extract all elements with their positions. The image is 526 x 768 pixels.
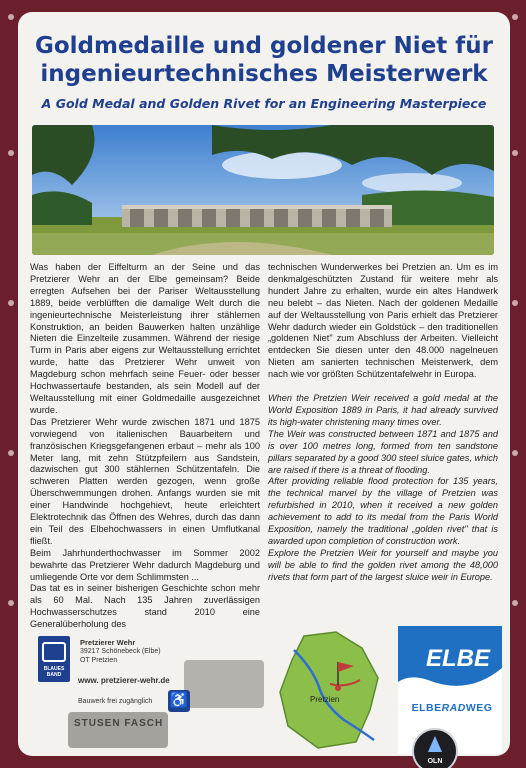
owner-address-line: OT Pretzien bbox=[80, 657, 118, 664]
information-panel bbox=[18, 12, 510, 756]
frame-rivet bbox=[8, 14, 14, 20]
owner-url[interactable]: www. pretzierer-wehr.de bbox=[78, 676, 170, 685]
stamp-text: STUSEN FASCH bbox=[74, 718, 164, 729]
frame-rivet bbox=[512, 150, 518, 156]
weathered-patch bbox=[184, 660, 264, 708]
frame-rivet bbox=[512, 450, 518, 456]
map-graphic bbox=[274, 630, 384, 750]
frame-rivet bbox=[8, 450, 14, 456]
paragraph: The Weir was constructed between 1871 and 1875 and is over 100 metres long, formed from ten sandstone pillars separated by a good 300 steel sluice gates, which are raised if there is a threat of flooding. bbox=[268, 428, 498, 475]
german-text-column bbox=[30, 262, 260, 631]
frame-rivet bbox=[512, 14, 518, 20]
paragraph: Das Pretzierer Wehr wurde zwischen 1871 und 1875 vorwiegend von italienischen Bauarbeitern und französischen Kriegsgefangenen erbaut – mehr als 100 Meter lang, mit zehn Stützpfeilern aus Sandstein, dazwischen gut 300 stählernen Schützentafeln. Die schweren Platten werden gezogen, wenn große Überschwemmungen drohen. Anfangs wurden sie mit einer Handwinde hochgehievt, heute erleichtert Elektrotechnik das Öffnen des Wehres, durch das dann ein Teil des Elbehochwassers in einen Umflutkanal fließt. bbox=[30, 416, 260, 546]
oln-badge bbox=[412, 728, 458, 768]
paragraph: technischen Wunderwerkes bei Pretzien an. Um es im denkmalgeschützten Zustand für weitere mehr als hundert Jahre zu erhalten, wurde ein altes Handwerk neu belebt – das Nieten. Nach der goldenen Medaille auf der Weltausstellung von Paris erhielt das Pretzierer Wehr dadurch wieder ein Goldstück – den traditionellen „goldenen Niet" zum Abschluss der Arbeiten. Vielleicht entdecken Sie diesen unter den 48.000 nagelneuen Nieten am sanierten technischen Meisterwerk, dem nach wie vor größten Schützentafelwehr in Europa. bbox=[268, 262, 498, 380]
german-title-line1: Goldmedaille und goldener Niet für bbox=[34, 33, 494, 59]
elberadweg-part: WEG bbox=[465, 702, 493, 714]
band-icon bbox=[42, 642, 66, 662]
english-subtitle: A Gold Medal and Golden Rivet for an Engineering Masterpiece bbox=[41, 96, 487, 111]
mixed-text-column bbox=[268, 262, 498, 584]
frame-rivet bbox=[512, 300, 518, 306]
paragraph: Beim Jahrhunderthochwasser im Sommer 2002 bewahrte das Pretzierer Wehr dadurch Magdeburg und umliegende Orte vor dem Schlimmsten ... bbox=[30, 547, 260, 582]
owner-address-line: 39217 Schönebeck (Elbe) bbox=[80, 648, 161, 655]
owner-name: Pretzierer Wehr bbox=[80, 638, 136, 647]
logo-label: BLAUES BAND bbox=[43, 666, 65, 678]
elberadweg-label bbox=[402, 702, 502, 714]
wheelchair-icon: ♿ bbox=[168, 690, 190, 712]
oln-label: OLN bbox=[427, 758, 443, 765]
paragraph: Was haben der Eiffelturm an der Seine und das Pretzierer Wehr an der Elbe gemeinsam? Beide erregten Aufsehen bei der Pariser Weltausstellung 1889, beide verblüfften die damalige Welt durch die ingenieurtechnische Meisterleistung ihrer stählernen Konstruktion, an beiden Bauwerken halten unzählige Nieten die Einzelteile zusammen. Während der riesige Turm in Paris aber eigens zur Weltausstellung errichtet wurde, hatte das Pretzierer Wehr unweit von Magdeburg schon mehrfach seine Feuer- oder besser Hochwassertaufe bestanden, als sein Modell auf der Weltausstellung mit einer Goldmedaille ausgezeichnet wurde. bbox=[30, 262, 260, 415]
location-map bbox=[274, 630, 384, 750]
paragraph: When the Pretzien Weir received a gold medal at the World Exposition 1889 in Paris, it had already survived its high-water christening many times over. bbox=[268, 393, 498, 427]
elberadweg-part: ELBE bbox=[411, 702, 442, 714]
german-title bbox=[18, 32, 510, 88]
frame-rivet bbox=[512, 600, 518, 606]
paragraph: Explore the Pretzien Weir for yourself and maybe you will be able to find the golden rivet among the 48,000 rivets that form part of the largest sluice weir in Europe. bbox=[268, 547, 498, 582]
blaues-band-logo bbox=[38, 636, 70, 682]
owner-address bbox=[80, 638, 161, 665]
paragraph: After providing reliable flood protection for 135 years, the technical marvel by the village of Pretzien was refurbished in 2010, when it received a new golden achievement to add to its medal from the Paris World Exposition, namely the traditional „golden rivet" that is awarded upon completion of construction work. bbox=[268, 476, 498, 546]
triangle-icon bbox=[428, 736, 442, 752]
german-title-line2: ingenieurtechnisches Meisterwerk bbox=[40, 61, 488, 87]
english-text-block bbox=[268, 393, 498, 584]
paragraph: Das tat es in seiner bisherigen Geschichte schon mehr als 60 Mal. Nach 135 Jahren zuverlässigen Hochwasserschutzes stand 2010 eine Generalüberholung des bbox=[30, 583, 260, 630]
elberadweg-part: RAD bbox=[441, 702, 466, 714]
weir-photo bbox=[32, 125, 494, 255]
frame-rivet bbox=[8, 600, 14, 606]
weir-photo-image bbox=[32, 125, 494, 255]
elbe-word: ELBE bbox=[426, 645, 491, 672]
frame-rivet bbox=[8, 300, 14, 306]
elbe-wave-icon bbox=[398, 626, 502, 696]
frame-rivet bbox=[8, 150, 14, 156]
access-note: Bauwerk frei zugänglich bbox=[78, 698, 153, 705]
location-marker-icon bbox=[335, 685, 341, 691]
map-label: Pretzien bbox=[310, 695, 340, 704]
